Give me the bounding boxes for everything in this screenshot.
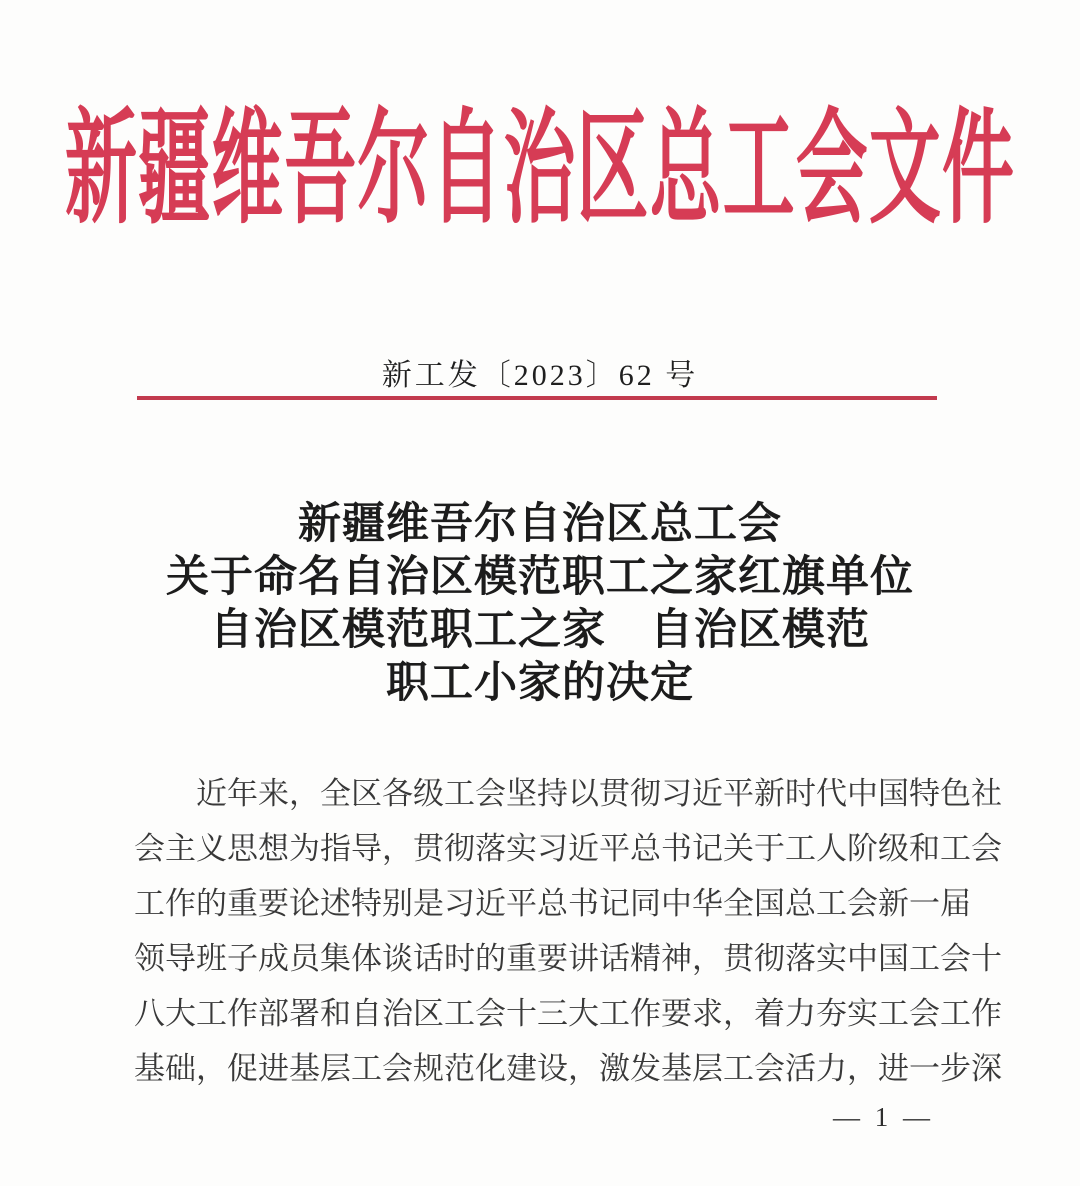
document-title-line: 关于命名自治区模范职工之家红旗单位 (166, 554, 914, 601)
document-title (0, 498, 1080, 710)
body-line: 会主义思想为指导，贯彻落实习近平总书记关于工人阶级和工会 (134, 831, 1002, 866)
document-title-line: 职工小家的决定 (386, 660, 694, 707)
body-line: 工作的重要论述特别是习近平总书记同中华全国总工会新一届 (134, 886, 971, 921)
body-paragraph (134, 766, 1002, 1096)
masthead-title: 新疆维吾尔自治区总工会文件 (64, 101, 1016, 238)
document-title-line: 自治区模范职工之家 自治区模范 (210, 607, 870, 654)
document-title-line: 新疆维吾尔自治区总工会 (298, 501, 782, 548)
document-number: 新工发〔2023〕62 号 (381, 359, 699, 392)
document-masthead (0, 100, 1080, 240)
body-line: 八大工作部署和自治区工会十三大工作要求，着力夯实工会工作 (134, 996, 1002, 1031)
body-line: 基础，促进基层工会规范化建设，激发基层工会活力，进一步深 (134, 1051, 1002, 1086)
body-line: 领导班子成员集体谈话时的重要讲话精神，贯彻落实中国工会十 (134, 941, 1002, 976)
page-number: — 1 — (833, 1102, 934, 1132)
red-separator-line (137, 396, 937, 400)
body-line: 近年来，全区各级工会坚持以贯彻习近平新时代中国特色社 (196, 776, 1002, 811)
